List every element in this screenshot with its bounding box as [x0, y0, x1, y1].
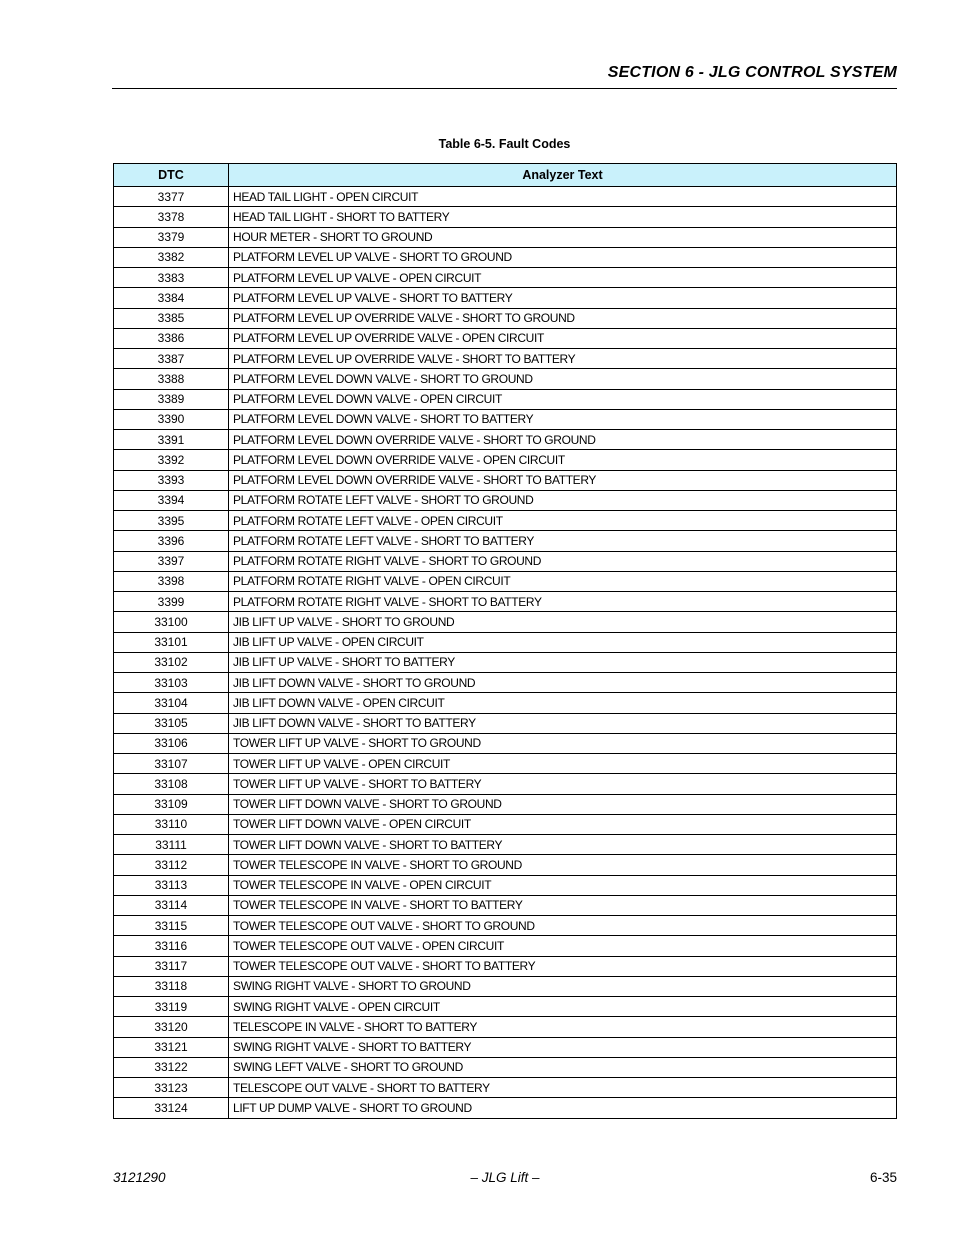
- table-row: [114, 511, 897, 531]
- dtc-cell: 3389: [114, 389, 229, 409]
- table-row: [114, 490, 897, 510]
- table-row: [114, 187, 897, 207]
- document-number: 3121290: [113, 1170, 166, 1185]
- table-row: [114, 936, 897, 956]
- analyzer-text-cell: JIB LIFT DOWN VALVE - SHORT TO GROUND: [229, 673, 897, 693]
- dtc-cell: 33112: [114, 855, 229, 875]
- analyzer-text-cell: PLATFORM ROTATE RIGHT VALVE - SHORT TO BATTERY: [229, 592, 897, 612]
- table-row: [114, 369, 897, 389]
- analyzer-text-cell: TOWER LIFT UP VALVE - SHORT TO GROUND: [229, 733, 897, 753]
- table-row: [114, 571, 897, 591]
- analyzer-text-cell: TOWER TELESCOPE IN VALVE - SHORT TO GROUND: [229, 855, 897, 875]
- table-row: [114, 288, 897, 308]
- dtc-cell: 3388: [114, 369, 229, 389]
- analyzer-text-cell: PLATFORM ROTATE LEFT VALVE - OPEN CIRCUIT: [229, 511, 897, 531]
- analyzer-text-cell: TOWER LIFT DOWN VALVE - OPEN CIRCUIT: [229, 814, 897, 834]
- table-row: [114, 1098, 897, 1118]
- table-row: [114, 389, 897, 409]
- table-body: [114, 187, 897, 1119]
- dtc-cell: 3378: [114, 207, 229, 227]
- dtc-cell: 3397: [114, 551, 229, 571]
- dtc-cell: 33117: [114, 956, 229, 976]
- table-row: [114, 652, 897, 672]
- dtc-cell: 33101: [114, 632, 229, 652]
- dtc-cell: 33119: [114, 997, 229, 1017]
- page-number: 6-35: [869, 1170, 897, 1185]
- table-row: [114, 1057, 897, 1077]
- dtc-cell: 33110: [114, 814, 229, 834]
- table-row: [114, 531, 897, 551]
- analyzer-text-cell: TOWER TELESCOPE IN VALVE - OPEN CIRCUIT: [229, 875, 897, 895]
- table-row: [114, 328, 897, 348]
- table-row: [114, 592, 897, 612]
- table-row: [114, 247, 897, 267]
- table-row: [114, 835, 897, 855]
- table-row: [114, 1078, 897, 1098]
- analyzer-text-cell: TOWER TELESCOPE OUT VALVE - OPEN CIRCUIT: [229, 936, 897, 956]
- dtc-cell: 33120: [114, 1017, 229, 1037]
- table-header-row: [114, 164, 897, 187]
- table-row: [114, 713, 897, 733]
- table-caption: Table 6-5. Fault Codes: [438, 137, 571, 151]
- table-row: [114, 1017, 897, 1037]
- analyzer-text-cell: TOWER TELESCOPE OUT VALVE - SHORT TO BATTERY: [229, 956, 897, 976]
- dtc-cell: 33115: [114, 916, 229, 936]
- analyzer-text-cell: PLATFORM LEVEL DOWN OVERRIDE VALVE - SHORT TO BATTERY: [229, 470, 897, 490]
- analyzer-text-cell: TELESCOPE IN VALVE - SHORT TO BATTERY: [229, 1017, 897, 1037]
- dtc-cell: 33109: [114, 794, 229, 814]
- dtc-cell: 33105: [114, 713, 229, 733]
- dtc-cell: 33106: [114, 733, 229, 753]
- analyzer-text-cell: PLATFORM LEVEL UP OVERRIDE VALVE - SHORT TO BATTERY: [229, 349, 897, 369]
- analyzer-text-cell: TELESCOPE OUT VALVE - SHORT TO BATTERY: [229, 1078, 897, 1098]
- analyzer-text-cell: SWING RIGHT VALVE - OPEN CIRCUIT: [229, 997, 897, 1017]
- analyzer-text-cell: TOWER TELESCOPE OUT VALVE - SHORT TO GROUND: [229, 916, 897, 936]
- analyzer-text-cell: SWING LEFT VALVE - SHORT TO GROUND: [229, 1057, 897, 1077]
- dtc-cell: 33103: [114, 673, 229, 693]
- dtc-cell: 33113: [114, 875, 229, 895]
- table-row: [114, 227, 897, 247]
- analyzer-text-cell: PLATFORM ROTATE LEFT VALVE - SHORT TO BATTERY: [229, 531, 897, 551]
- dtc-cell: 3394: [114, 490, 229, 510]
- dtc-cell: 3379: [114, 227, 229, 247]
- section-title: SECTION 6 - JLG CONTROL SYSTEM: [607, 64, 897, 81]
- analyzer-text-cell: HOUR METER - SHORT TO GROUND: [229, 227, 897, 247]
- table-row: [114, 409, 897, 429]
- dtc-cell: 3384: [114, 288, 229, 308]
- analyzer-text-cell: TOWER LIFT DOWN VALVE - SHORT TO GROUND: [229, 794, 897, 814]
- analyzer-text-cell: SWING RIGHT VALVE - SHORT TO BATTERY: [229, 1037, 897, 1057]
- dtc-cell: 33107: [114, 754, 229, 774]
- dtc-cell: 3399: [114, 592, 229, 612]
- analyzer-text-cell: TOWER TELESCOPE IN VALVE - SHORT TO BATTERY: [229, 895, 897, 915]
- analyzer-text-cell: PLATFORM LEVEL DOWN OVERRIDE VALVE - OPEN CIRCUIT: [229, 450, 897, 470]
- table-row: [114, 916, 897, 936]
- analyzer-text-cell: PLATFORM LEVEL DOWN VALVE - SHORT TO BATTERY: [229, 409, 897, 429]
- table-row: [114, 976, 897, 996]
- table-row: [114, 814, 897, 834]
- dtc-cell: 3396: [114, 531, 229, 551]
- table-row: [114, 733, 897, 753]
- table-row: [114, 774, 897, 794]
- table-row: [114, 430, 897, 450]
- table-row: [114, 895, 897, 915]
- dtc-cell: 3390: [114, 409, 229, 429]
- analyzer-text-cell: PLATFORM LEVEL DOWN OVERRIDE VALVE - SHORT TO GROUND: [229, 430, 897, 450]
- analyzer-text-cell: PLATFORM LEVEL UP VALVE - OPEN CIRCUIT: [229, 268, 897, 288]
- fault-codes-table: [113, 163, 897, 1119]
- analyzer-text-cell: HEAD TAIL LIGHT - OPEN CIRCUIT: [229, 187, 897, 207]
- table-row: [114, 551, 897, 571]
- dtc-cell: 3385: [114, 308, 229, 328]
- dtc-cell: 3383: [114, 268, 229, 288]
- table-row: [114, 673, 897, 693]
- table-row: [114, 855, 897, 875]
- table-row: [114, 268, 897, 288]
- header-divider: [112, 88, 897, 89]
- analyzer-text-cell: PLATFORM ROTATE RIGHT VALVE - OPEN CIRCUIT: [229, 571, 897, 591]
- dtc-cell: 3391: [114, 430, 229, 450]
- dtc-cell: 3392: [114, 450, 229, 470]
- table-row: [114, 875, 897, 895]
- analyzer-text-cell: PLATFORM LEVEL UP VALVE - SHORT TO BATTERY: [229, 288, 897, 308]
- analyzer-text-cell: PLATFORM ROTATE LEFT VALVE - SHORT TO GROUND: [229, 490, 897, 510]
- analyzer-text-cell: PLATFORM LEVEL UP OVERRIDE VALVE - OPEN CIRCUIT: [229, 328, 897, 348]
- dtc-cell: 33123: [114, 1078, 229, 1098]
- dtc-cell: 33100: [114, 612, 229, 632]
- dtc-cell: 33114: [114, 895, 229, 915]
- table-row: [114, 470, 897, 490]
- analyzer-text-cell: SWING RIGHT VALVE - SHORT TO GROUND: [229, 976, 897, 996]
- dtc-cell: 3377: [114, 187, 229, 207]
- footer-brand: – JLG Lift –: [470, 1170, 540, 1185]
- table-row: [114, 956, 897, 976]
- analyzer-text-cell: PLATFORM LEVEL DOWN VALVE - OPEN CIRCUIT: [229, 389, 897, 409]
- table-row: [114, 207, 897, 227]
- analyzer-text-cell: JIB LIFT DOWN VALVE - OPEN CIRCUIT: [229, 693, 897, 713]
- table-row: [114, 1037, 897, 1057]
- analyzer-text-cell: PLATFORM LEVEL DOWN VALVE - SHORT TO GROUND: [229, 369, 897, 389]
- analyzer-text-cell: JIB LIFT UP VALVE - SHORT TO GROUND: [229, 612, 897, 632]
- dtc-cell: 33124: [114, 1098, 229, 1118]
- dtc-cell: 3393: [114, 470, 229, 490]
- dtc-cell: 3395: [114, 511, 229, 531]
- analyzer-text-cell: HEAD TAIL LIGHT - SHORT TO BATTERY: [229, 207, 897, 227]
- dtc-cell: 33116: [114, 936, 229, 956]
- dtc-cell: 3386: [114, 328, 229, 348]
- dtc-cell: 33121: [114, 1037, 229, 1057]
- dtc-cell: 33122: [114, 1057, 229, 1077]
- table-row: [114, 308, 897, 328]
- dtc-cell: 3398: [114, 571, 229, 591]
- table-row: [114, 349, 897, 369]
- dtc-cell: 33108: [114, 774, 229, 794]
- dtc-cell: 33104: [114, 693, 229, 713]
- column-header-dtc: DTC: [114, 164, 229, 187]
- table-row: [114, 997, 897, 1017]
- dtc-cell: 33111: [114, 835, 229, 855]
- analyzer-text-cell: JIB LIFT UP VALVE - OPEN CIRCUIT: [229, 632, 897, 652]
- analyzer-text-cell: JIB LIFT UP VALVE - SHORT TO BATTERY: [229, 652, 897, 672]
- table-row: [114, 632, 897, 652]
- analyzer-text-cell: PLATFORM LEVEL UP VALVE - SHORT TO GROUND: [229, 247, 897, 267]
- table-row: [114, 450, 897, 470]
- analyzer-text-cell: JIB LIFT DOWN VALVE - SHORT TO BATTERY: [229, 713, 897, 733]
- analyzer-text-cell: PLATFORM ROTATE RIGHT VALVE - SHORT TO GROUND: [229, 551, 897, 571]
- analyzer-text-cell: TOWER LIFT DOWN VALVE - SHORT TO BATTERY: [229, 835, 897, 855]
- analyzer-text-cell: TOWER LIFT UP VALVE - OPEN CIRCUIT: [229, 754, 897, 774]
- table-row: [114, 794, 897, 814]
- dtc-cell: 3382: [114, 247, 229, 267]
- analyzer-text-cell: PLATFORM LEVEL UP OVERRIDE VALVE - SHORT TO GROUND: [229, 308, 897, 328]
- dtc-cell: 3387: [114, 349, 229, 369]
- table-row: [114, 612, 897, 632]
- analyzer-text-cell: LIFT UP DUMP VALVE - SHORT TO GROUND: [229, 1098, 897, 1118]
- dtc-cell: 33102: [114, 652, 229, 672]
- column-header-analyzer-text: Analyzer Text: [229, 164, 897, 187]
- table-row: [114, 754, 897, 774]
- analyzer-text-cell: TOWER LIFT UP VALVE - SHORT TO BATTERY: [229, 774, 897, 794]
- dtc-cell: 33118: [114, 976, 229, 996]
- table-row: [114, 693, 897, 713]
